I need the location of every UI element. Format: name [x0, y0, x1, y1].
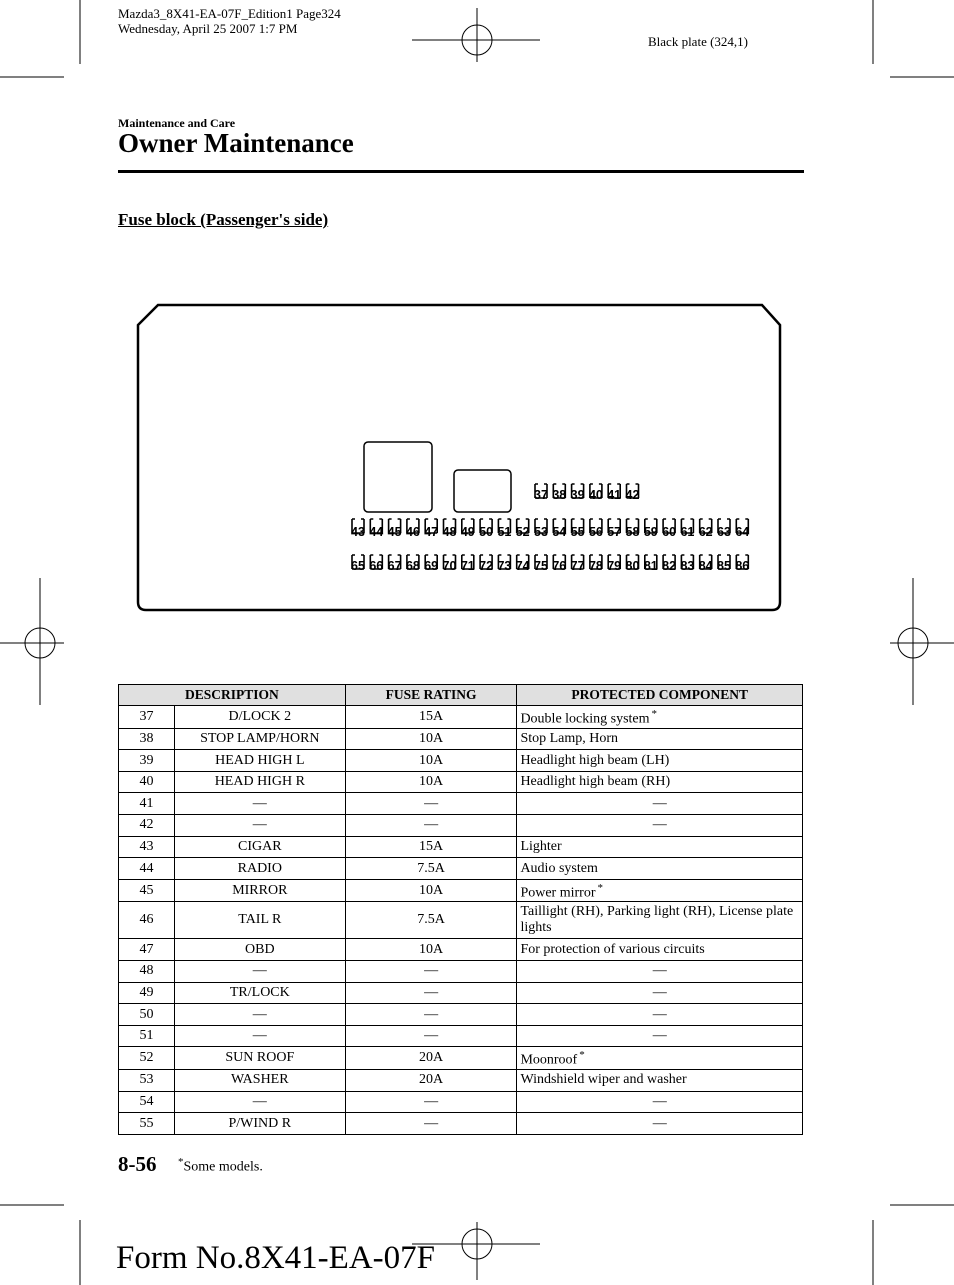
fuse-label: 52 — [515, 525, 530, 539]
fuse-label: 86 — [735, 559, 750, 573]
table-row — [119, 815, 803, 837]
fuse-rating — [345, 939, 517, 961]
file-info-line1: Mazda3_8X41-EA-07F_Edition1 Page324 — [118, 6, 341, 21]
fuse-description-text: SUN ROOF — [225, 1050, 295, 1066]
fuse-label: 44 — [369, 525, 384, 539]
fuse-description — [174, 1004, 345, 1026]
fuse-label: 63 — [717, 525, 731, 539]
table-row — [119, 836, 803, 858]
fuse-rating-text: 20A — [419, 1050, 444, 1066]
protected-component-text: For protection of various circuits — [520, 941, 705, 957]
fuse-number — [119, 939, 175, 961]
fuse-rating-text: 10A — [419, 882, 444, 898]
model-star: * — [651, 708, 658, 720]
fuse-rating-text: 20A — [419, 1072, 444, 1088]
fuse-description — [174, 1025, 345, 1047]
fuse-label: 81 — [643, 559, 658, 573]
fuse-label: 51 — [497, 525, 512, 539]
fuse-block-diagram — [130, 300, 790, 620]
fuse-label: 66 — [369, 559, 384, 573]
fuse-label: 73 — [497, 559, 512, 573]
table-row — [119, 961, 803, 983]
protected-component-text: — — [652, 1093, 667, 1109]
model-star: * — [597, 881, 603, 894]
fuse-label: 42 — [625, 488, 640, 502]
fuse-rating — [345, 750, 517, 772]
fuse-number — [119, 1070, 175, 1092]
fuse-label: 46 — [405, 525, 420, 539]
title-rule — [118, 170, 804, 173]
fuse-label: 83 — [680, 559, 695, 573]
fuse-label: 64 — [735, 525, 750, 539]
protected-component — [517, 939, 803, 961]
fuse-number — [119, 750, 175, 772]
fuse-description-text: HEAD HIGH L — [215, 752, 305, 768]
table-row — [119, 1113, 803, 1135]
fuse-number — [119, 1025, 175, 1047]
fuse-rating-text: — — [424, 1093, 439, 1109]
fuse-number — [119, 1047, 175, 1070]
fuse-number — [119, 771, 175, 793]
table-row — [119, 879, 803, 902]
fuse-number-text: 54 — [139, 1093, 154, 1109]
fuse-number-text: 37 — [139, 708, 154, 724]
table-row — [119, 1025, 803, 1047]
table-row — [119, 939, 803, 961]
fuse-rating-text: 10A — [419, 941, 444, 957]
fuse-label: 84 — [698, 559, 713, 573]
fuse-number-text: 52 — [139, 1050, 154, 1066]
fuse-rating-text: — — [424, 1006, 439, 1022]
fuse-description-text: — — [252, 1006, 267, 1022]
fuse-description — [174, 982, 345, 1004]
fuse-description-text: — — [252, 963, 267, 979]
fuse-rating — [345, 1113, 517, 1135]
fuse-number-text: 55 — [139, 1115, 154, 1131]
protected-component-text: — — [652, 1115, 667, 1131]
protected-component — [517, 1025, 803, 1047]
relay-large — [364, 442, 432, 512]
table-row — [119, 1091, 803, 1113]
fuse-label: 62 — [698, 525, 713, 539]
table-row — [119, 728, 803, 750]
fuse-description-text: STOP LAMP/HORN — [200, 730, 320, 746]
fuse-number-text: 44 — [139, 860, 154, 876]
protected-component — [517, 1004, 803, 1026]
protected-component-text: Stop Lamp, Horn — [520, 730, 619, 746]
fuse-description — [174, 1047, 345, 1070]
table-row — [119, 1070, 803, 1092]
fuse-label: 55 — [570, 525, 585, 539]
fuse-description-text: — — [252, 795, 267, 811]
protected-component — [517, 1047, 803, 1070]
protected-component-text: — — [652, 963, 667, 979]
fuse-label: 58 — [625, 525, 640, 539]
fuse-description-text: RADIO — [237, 860, 282, 876]
fuse-description — [174, 858, 345, 880]
fuse-rating-text: 15A — [419, 838, 444, 854]
fuse-label: 45 — [387, 525, 402, 539]
fuse-description-text: TAIL R — [238, 912, 282, 928]
table-row — [119, 858, 803, 880]
fuse-number-text: 46 — [139, 912, 154, 928]
protected-component — [517, 706, 803, 729]
fuse-rating — [345, 902, 517, 939]
fuse-number — [119, 961, 175, 983]
fuse-number — [119, 706, 175, 729]
fuse-label: 37 — [534, 488, 548, 502]
model-star: * — [579, 1049, 585, 1062]
section-label: Maintenance and Care — [118, 116, 236, 130]
fuse-description — [174, 1113, 345, 1135]
fuse-rating-text: 10A — [419, 774, 444, 790]
fuse-description — [174, 836, 345, 858]
fuse-rating — [345, 1004, 517, 1026]
fuse-rating — [345, 836, 517, 858]
fuse-number-text: 38 — [139, 730, 154, 746]
fuse-label: 40 — [588, 488, 603, 502]
fuse-label: 82 — [662, 559, 677, 573]
protected-component — [517, 815, 803, 837]
fuse-rating — [345, 879, 517, 902]
fuse-rating — [345, 1047, 517, 1070]
fuse-label: 79 — [607, 559, 622, 573]
protected-component-text: Double locking system — [520, 711, 650, 727]
fuse-label: 57 — [607, 525, 622, 539]
fuse-description — [174, 815, 345, 837]
fuse-number — [119, 1004, 175, 1026]
protected-component — [517, 750, 803, 772]
fuse-number — [119, 728, 175, 750]
fuse-rating — [345, 728, 517, 750]
fuse-label: 74 — [515, 559, 530, 573]
protected-component-text: — — [652, 1028, 667, 1044]
protected-component — [517, 858, 803, 880]
fuse-rating-text: — — [424, 1115, 439, 1131]
fuse-label: 38 — [552, 488, 567, 502]
page-title: Owner Maintenance — [118, 128, 354, 158]
fuse-rating-text: 15A — [419, 708, 444, 724]
fuse-label: 80 — [625, 559, 640, 573]
fuse-number — [119, 902, 175, 939]
protected-component — [517, 793, 803, 815]
fuse-label: 49 — [460, 525, 475, 539]
fuse-label: 39 — [570, 488, 585, 502]
fuse-rating — [345, 706, 517, 729]
fuse-rating-text: — — [424, 795, 439, 811]
file-info-line2: Wednesday, April 25 2007 1:7 PM — [118, 21, 298, 36]
protected-component-text: Audio system — [520, 860, 598, 876]
fuse-number-text: 50 — [139, 1006, 154, 1022]
fuse-description — [174, 879, 345, 902]
fuse-description-text: — — [252, 1028, 267, 1044]
fuse-number-text: 39 — [139, 752, 154, 768]
table-row — [119, 982, 803, 1004]
fuse-number-text: 45 — [139, 882, 154, 898]
relay-small — [454, 470, 511, 512]
header-fuse-rating: FUSE RATING — [345, 685, 517, 706]
fuse-number-text: 47 — [139, 941, 154, 957]
fuse-label: 85 — [717, 559, 731, 573]
fuse-label: 54 — [552, 525, 567, 539]
fuse-description — [174, 939, 345, 961]
fuse-number-text: 53 — [139, 1072, 154, 1088]
fuse-number — [119, 858, 175, 880]
fuse-number-text: 43 — [139, 838, 154, 854]
fuse-number-text: 42 — [139, 817, 154, 833]
fuse-rating — [345, 858, 517, 880]
protected-component-text: Windshield wiper and washer — [520, 1072, 687, 1088]
fuse-rating-text: 7.5A — [417, 860, 445, 876]
fuse-label: 43 — [351, 525, 365, 539]
subheading: Fuse block (Passenger's side) — [118, 210, 329, 229]
fuse-label: 69 — [424, 559, 439, 573]
fuse-rating-text: 10A — [419, 752, 444, 768]
protected-component — [517, 771, 803, 793]
fuse-description — [174, 961, 345, 983]
footnote — [176, 1156, 263, 1176]
fuse-description — [174, 902, 345, 939]
protected-component-text: — — [652, 984, 667, 1000]
fuse-label: 77 — [570, 559, 585, 573]
protected-component-text: — — [652, 795, 667, 811]
fuse-rating — [345, 793, 517, 815]
fuse-description-text: — — [252, 1093, 267, 1109]
protected-component — [517, 961, 803, 983]
fuse-number-text: 51 — [139, 1028, 154, 1044]
protected-component-text: Headlight high beam (RH) — [520, 774, 671, 790]
fuse-description-text: D/LOCK 2 — [228, 708, 292, 724]
header-description: DESCRIPTION — [119, 685, 346, 706]
fuse-label: 67 — [387, 559, 402, 573]
protected-component — [517, 1113, 803, 1135]
protected-component-text: Moonroof — [520, 1053, 578, 1069]
fuse-label: 61 — [680, 525, 695, 539]
fuse-description-text: HEAD HIGH R — [214, 774, 305, 790]
protected-component — [517, 728, 803, 750]
plate-label: Black plate (324,1) — [648, 34, 748, 49]
form-number: Form No.8X41-EA-07F — [116, 1240, 435, 1276]
fuse-number — [119, 879, 175, 902]
fuse-label: 53 — [534, 525, 548, 539]
fuse-rating-text: — — [424, 984, 439, 1000]
fuse-description-text: CIGAR — [238, 838, 282, 854]
fuse-description-text: — — [252, 817, 267, 833]
fuse-number-text: 49 — [139, 984, 154, 1000]
fuse-rating — [345, 982, 517, 1004]
table-row — [119, 750, 803, 772]
fuse-label: 48 — [442, 525, 457, 539]
fuse-label: 41 — [607, 488, 622, 502]
table-row — [119, 1004, 803, 1026]
fuse-rating — [345, 1070, 517, 1092]
fuse-rating — [345, 1091, 517, 1113]
protected-component-text: Power mirror — [520, 885, 596, 901]
protected-component-text: — — [652, 1006, 667, 1022]
table-row — [119, 771, 803, 793]
fuse-description — [174, 1091, 345, 1113]
fuse-label: 71 — [460, 559, 475, 573]
protected-component — [517, 902, 803, 939]
fuse-description-text: TR/LOCK — [229, 984, 290, 1000]
table-header-row — [119, 685, 803, 706]
fuse-description — [174, 706, 345, 729]
fuse-label: 65 — [351, 559, 365, 573]
fuse-number — [119, 1113, 175, 1135]
fuse-label: 59 — [643, 525, 658, 539]
fuse-rating — [345, 771, 517, 793]
fuse-number — [119, 982, 175, 1004]
protected-component — [517, 1070, 803, 1092]
protected-component-text: Lighter — [520, 838, 562, 854]
fuse-number-text: 40 — [139, 774, 154, 790]
fuse-label: 47 — [424, 525, 439, 539]
protected-component-text: Taillight (RH), Parking light (RH), License plate lights — [520, 904, 794, 936]
fuse-label: 72 — [479, 559, 494, 573]
fuse-rating — [345, 961, 517, 983]
fuse-rating — [345, 815, 517, 837]
fuse-description — [174, 793, 345, 815]
fuse-number — [119, 1091, 175, 1113]
table-row — [119, 902, 803, 939]
table-row — [119, 706, 803, 729]
fuse-rating-text: — — [424, 817, 439, 833]
fuse-description-text: WASHER — [231, 1072, 289, 1088]
fuse-number-text: 48 — [139, 963, 154, 979]
footnote-star: * — [178, 1156, 184, 1168]
table-row — [119, 793, 803, 815]
protected-component — [517, 1091, 803, 1113]
fuse-label: 75 — [534, 559, 548, 573]
fuse-rating-text: — — [424, 1028, 439, 1044]
fuse-rating — [345, 1025, 517, 1047]
fuse-description — [174, 728, 345, 750]
protected-component — [517, 836, 803, 858]
fuse-description-text: P/WIND R — [228, 1115, 292, 1131]
fuse-table — [118, 684, 803, 1135]
fuse-number — [119, 836, 175, 858]
page-number: 8-56 — [118, 1152, 157, 1176]
fuse-description — [174, 750, 345, 772]
header-protected-component: PROTECTED COMPONENT — [517, 685, 803, 706]
fuse-label: 78 — [588, 559, 603, 573]
protected-component-text: — — [652, 817, 667, 833]
fuse-label: 60 — [662, 525, 677, 539]
fuse-rating-text: — — [424, 963, 439, 979]
table-row — [119, 1047, 803, 1070]
fuse-rating-text: 10A — [419, 730, 444, 746]
fuse-description — [174, 771, 345, 793]
protected-component-text: Headlight high beam (LH) — [520, 752, 670, 768]
footnote-text: Some models. — [183, 1159, 263, 1175]
fuse-description — [174, 1070, 345, 1092]
fuse-number — [119, 815, 175, 837]
fuse-rating-text: 7.5A — [417, 912, 445, 928]
fuse-description-text: OBD — [245, 941, 275, 957]
fuse-label: 76 — [552, 559, 567, 573]
fuse-label: 50 — [479, 525, 494, 539]
fuse-label: 56 — [588, 525, 603, 539]
protected-component — [517, 879, 803, 902]
fuse-description-text: MIRROR — [232, 882, 288, 898]
fuse-number-text: 41 — [139, 795, 154, 811]
fuse-label: 70 — [442, 559, 457, 573]
fuse-number — [119, 793, 175, 815]
fuse-label: 68 — [405, 559, 420, 573]
protected-component — [517, 982, 803, 1004]
